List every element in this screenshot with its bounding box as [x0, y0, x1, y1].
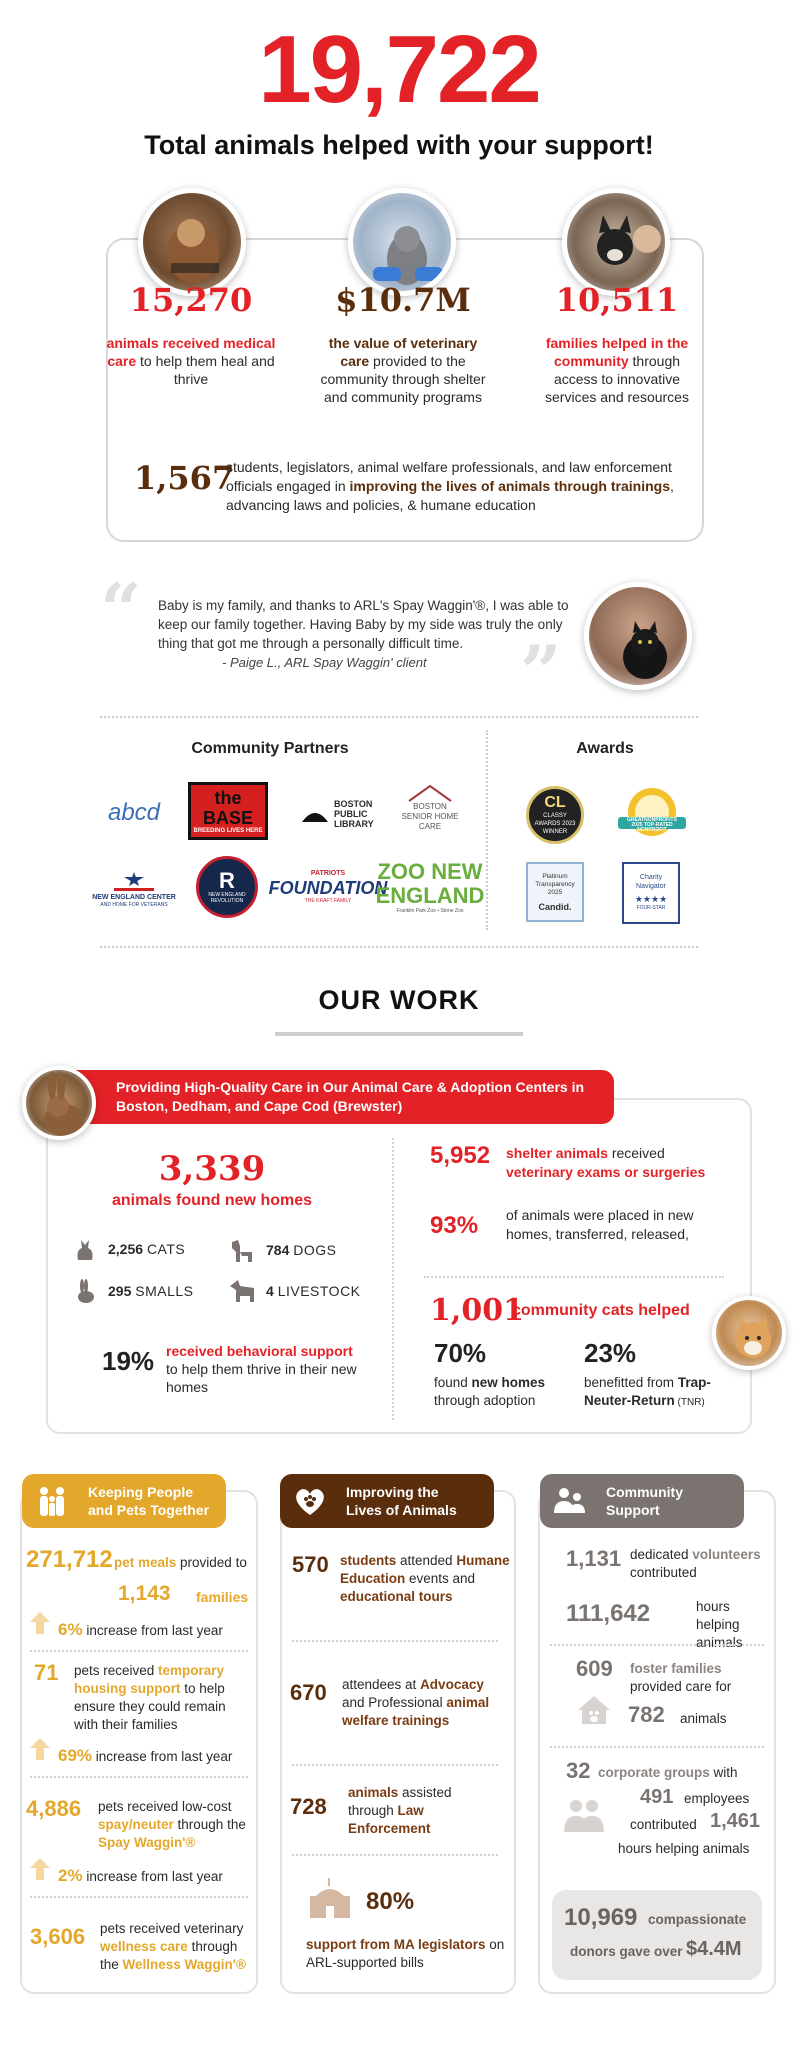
zoo-text: ZOO NEW ENGLAND	[375, 859, 485, 908]
state-house-icon	[306, 1878, 354, 1920]
spay-increase-text: increase from last year	[82, 1869, 223, 1884]
quote-attribution: - Paige L., ARL Spay Waggin' client	[222, 655, 427, 670]
foundation-text: FOUNDATION	[268, 878, 388, 898]
stat-trainings-pre: students, legislators, animal welfare professionals, and law enforcement officials engaged in	[226, 459, 672, 494]
students-highlight3: educational tours	[340, 1589, 453, 1604]
stat-vet-value-number: $10.7M	[335, 281, 471, 319]
the-base-small: BREEDING LIVES HERE	[193, 827, 263, 834]
meals-increase-text: increase from last year	[82, 1623, 223, 1638]
corporate-value: 32	[566, 1758, 591, 1783]
housing-increase-value: 69%	[58, 1746, 93, 1765]
exams-mid: received	[607, 1145, 665, 1161]
platinum-line3: 2025	[547, 889, 563, 896]
stat-trainings-text	[226, 458, 676, 515]
library-icon	[300, 804, 330, 824]
wellness-highlight: wellness care	[100, 1939, 188, 1954]
volunteers-text	[630, 1546, 770, 1582]
divider	[392, 1138, 394, 1420]
exams-highlight2: veterinary exams or surgeries	[506, 1164, 706, 1180]
species-dogs	[228, 1236, 336, 1264]
new-england-revolution-logo	[196, 856, 258, 918]
law-highlight: animals	[348, 1785, 399, 1800]
the-base-logo	[188, 782, 268, 840]
students-mid2: events and	[405, 1571, 476, 1586]
behavioral-text	[166, 1342, 366, 1396]
stat-families-highlight: families helped in the community	[545, 335, 689, 369]
attendees-pre: attendees at	[342, 1677, 421, 1692]
stat-medical-rest: to help them heal and thrive	[136, 353, 275, 387]
spay-text	[98, 1798, 248, 1852]
new-homes-text	[434, 1374, 584, 1410]
species-smalls	[72, 1278, 194, 1304]
families-value: 1,143	[118, 1582, 171, 1605]
housing-pre: pets received	[74, 1663, 159, 1678]
corporate-highlight: corporate groups	[598, 1765, 710, 1780]
tnr-pre: benefitted from	[584, 1375, 678, 1390]
meals-increase	[58, 1620, 223, 1640]
rabbit-photo	[22, 1066, 96, 1140]
exams-value: 5,952	[430, 1142, 491, 1169]
zoo-sub: Franklin Park Zoo • Stone Zoo	[396, 908, 464, 914]
open-quote-icon: “	[100, 567, 142, 652]
hours-text: hours helping animals	[696, 1599, 743, 1650]
foster-rest: provided care for	[630, 1679, 732, 1694]
stat-families-value: 10,511	[555, 281, 679, 319]
boston-senior-text: BOSTON SENIOR HOME CARE	[401, 802, 459, 831]
tnr-text	[584, 1374, 754, 1412]
behavioral-rest: to help them thrive in their new homes	[166, 1361, 357, 1395]
new-homes-pre: found	[434, 1375, 472, 1390]
quote-text: Baby is my family, and thanks to ARL's Spay Waggin'®, I was able to keep our family together. Having Baby by my side was truly the only thing that got me through a personally difficult time.	[158, 598, 569, 651]
stat-vet-value-text	[318, 334, 488, 406]
house-paw-icon	[576, 1694, 612, 1726]
improving-header	[280, 1474, 494, 1528]
behavioral-value: 19%	[102, 1346, 155, 1376]
volunteers-highlight: volunteers	[692, 1547, 761, 1562]
foster-animals-label: animals	[680, 1711, 727, 1726]
patriots-word: PATRIOTS	[310, 870, 346, 877]
candid-platinum-seal	[526, 862, 584, 922]
law-mid: assisted through	[348, 1785, 452, 1818]
up-arrow-icon	[28, 1736, 52, 1762]
housing-rest: to help ensure they could remain with their families	[74, 1681, 226, 1732]
volunteers-pre: dedicated	[630, 1547, 693, 1562]
community-cats-label: community cats helped	[512, 1302, 690, 1319]
new-homes-rest: through adoption	[434, 1393, 536, 1408]
great-nonprofits-badge	[618, 784, 686, 844]
corporate-text	[598, 1764, 738, 1782]
volunteers-value: 1,131	[566, 1546, 622, 1571]
foster-text	[630, 1660, 770, 1696]
divider	[486, 730, 488, 930]
platinum-line2: Transparency	[535, 881, 575, 888]
meals-rest: provided to	[176, 1555, 247, 1570]
patriots-foundation-logo	[268, 862, 388, 912]
wellness-highlight2: Wellness Waggin'®	[122, 1957, 246, 1972]
dogs-value: 784	[266, 1242, 290, 1258]
dogs-label: DOGS	[293, 1242, 337, 1258]
new-homes-value: 70%	[434, 1338, 487, 1368]
community-people-icon	[552, 1483, 588, 1519]
exams-highlight1: shelter animals	[506, 1145, 608, 1161]
law-value: 728	[290, 1794, 327, 1819]
legislators-rest: on ARL-supported bills	[306, 1937, 505, 1970]
employees-value: 491	[640, 1786, 674, 1808]
smalls-value: 295	[108, 1283, 132, 1299]
classy-award-badge	[526, 786, 584, 844]
students-value: 570	[292, 1552, 329, 1577]
partners-title: Community Partners	[191, 740, 349, 757]
charity-navigator-badge	[622, 862, 680, 924]
patriots-sub: THE KRAFT FAMILY	[304, 898, 352, 904]
stat-trainings-rest: , advancing laws and policies, & humane education	[226, 478, 674, 513]
hours-value: 111,642	[566, 1600, 651, 1627]
our-work-title: OUR WORK	[318, 985, 480, 1015]
the-base-text: the BASE	[202, 787, 253, 828]
awards-title: Awards	[576, 740, 634, 757]
housing-highlight: temporary housing support	[74, 1663, 225, 1696]
spay-value: 4,886	[26, 1796, 82, 1821]
spay-mid: through the	[173, 1817, 246, 1832]
legislators-highlight: support from MA legislators	[306, 1937, 486, 1952]
abcd-logo: abcd	[107, 799, 161, 826]
students-highlight2: Humane Education	[340, 1553, 510, 1586]
law-text	[348, 1784, 498, 1838]
horse-icon	[228, 1278, 258, 1304]
tnr-value: 23%	[584, 1338, 637, 1368]
species-grid	[72, 1236, 361, 1316]
corporate-rest: with	[709, 1765, 738, 1780]
stat-vet-highlight: the value of veterinary care	[328, 335, 478, 369]
cats-value: 2,256	[108, 1241, 144, 1257]
community-cat-photo	[712, 1296, 786, 1370]
stat-vet-rest: provided to the community through shelter and community programs	[320, 353, 486, 405]
new-england-center-text: NEW ENGLAND CENTER	[92, 893, 176, 901]
heart-paw-icon	[292, 1483, 328, 1519]
group-people-icon	[562, 1796, 606, 1836]
smalls-label: SMALLS	[135, 1283, 194, 1299]
spay-pre: pets received low-cost	[98, 1799, 232, 1814]
housing-increase	[58, 1746, 232, 1766]
housing-value: 71	[34, 1660, 59, 1685]
star-icon	[114, 871, 154, 893]
placed-value: 93%	[430, 1212, 479, 1239]
spay-increase	[58, 1866, 223, 1886]
boston-public-library-logo	[296, 792, 396, 836]
wellness-value: 3,606	[30, 1924, 86, 1949]
keeping-header	[22, 1474, 226, 1528]
navigator-line1: Charity	[639, 874, 663, 881]
revolution-letter: R	[219, 868, 235, 893]
donors-text1: compassionate	[648, 1912, 747, 1927]
revolution-text: NEW ENGLAND REVOLUTION	[208, 892, 246, 904]
hero-subtitle: Total animals helped with your support!	[144, 130, 654, 160]
navigator-rating: FOUR-STAR	[636, 905, 666, 911]
donors-amount: $4.4M	[686, 1938, 742, 1960]
up-arrow-icon	[28, 1610, 52, 1636]
award-ribbon-icon	[618, 784, 686, 844]
livestock-value: 4	[266, 1283, 274, 1299]
divider	[292, 1854, 498, 1856]
spay-increase-value: 2%	[58, 1866, 83, 1885]
divider	[30, 1650, 248, 1652]
family-icon	[34, 1483, 70, 1519]
navigator-line2: Navigator	[636, 883, 666, 890]
stat-trainings-highlight: improving the lives of animals through trainings	[349, 478, 670, 494]
donors-value: 10,969	[564, 1904, 638, 1931]
wellness-pre: pets received veterinary	[100, 1921, 244, 1936]
new-homes-highlight: new homes	[471, 1375, 546, 1390]
species-cats	[72, 1236, 185, 1262]
legislators-value: 80%	[366, 1888, 415, 1915]
law-highlight2: Law Enforcement	[348, 1803, 431, 1836]
families-label: families	[196, 1589, 249, 1605]
divider	[292, 1640, 498, 1642]
cats-label: CATS	[146, 1241, 186, 1257]
divider	[424, 1276, 724, 1278]
close-quote-icon: ”	[520, 629, 562, 714]
housing-text	[74, 1662, 246, 1734]
behavioral-highlight: received behavioral support	[166, 1343, 353, 1359]
community-title: Community Support	[606, 1484, 683, 1518]
four-star-icon: ★★★★	[634, 894, 668, 904]
improving-title: Improving the Lives of Animals	[346, 1484, 457, 1518]
new-england-center-sub: AND HOME FOR VETERANS	[100, 901, 168, 908]
meals-label: pet meals	[114, 1555, 177, 1570]
dog-icon	[228, 1236, 256, 1264]
volunteers-rest: contributed	[630, 1565, 697, 1580]
foster-value: 609	[576, 1656, 613, 1681]
students-mid: attended	[396, 1553, 457, 1568]
attendees-text	[342, 1676, 502, 1730]
classy-text: CLASSY AWARDS 2023 WINNER	[534, 813, 576, 835]
boston-public-library-text: BOSTON PUBLIC LIBRARY	[334, 799, 374, 829]
up-arrow-icon	[28, 1856, 52, 1882]
attendees-mid: and Professional	[342, 1695, 447, 1710]
classy-mark: CL	[544, 794, 566, 811]
divider	[100, 716, 698, 718]
divider	[30, 1776, 248, 1778]
care-centers-banner: Providing High-Quality Care in Our Animal Care & Adoption Centers in Boston, Dedham, and Cape Cod (Brewster)	[60, 1070, 614, 1124]
spay-highlight2: Spay Waggin'®	[98, 1835, 196, 1850]
divider	[30, 1896, 248, 1898]
stat-medical-highlight: animals received medical care	[106, 335, 276, 369]
housing-increase-text: increase from last year	[92, 1749, 233, 1764]
donors-text2: donors gave over	[570, 1944, 683, 1959]
rabbit-icon	[72, 1278, 98, 1304]
homes-value: 3,339	[158, 1149, 266, 1189]
tnr-highlight: Trap-Neuter-Return	[584, 1375, 711, 1408]
meals-value: 271,712	[26, 1546, 113, 1573]
house-roof-icon	[407, 784, 453, 802]
divider	[100, 946, 698, 948]
wellness-mid: through the	[100, 1939, 238, 1972]
corporate-hours-value: 1,461	[710, 1810, 761, 1832]
stat-medical-text	[106, 334, 276, 388]
hero-number: 19,722	[258, 16, 540, 123]
stat-trainings-value: 1,567	[134, 459, 235, 497]
client-cat-photo	[584, 582, 692, 690]
stat-vet-value	[318, 280, 488, 406]
students-highlight: students	[340, 1553, 397, 1568]
stat-families	[532, 280, 702, 406]
community-header	[540, 1474, 744, 1528]
placed-text: of animals were placed in new homes, transferred, released,	[506, 1207, 694, 1242]
boston-senior-home-care-logo	[398, 780, 462, 836]
stat-families-rest: through access to innovative services and resources	[545, 353, 689, 405]
divider	[292, 1764, 498, 1766]
livestock-label: LIVESTOCK	[277, 1283, 361, 1299]
community-cats-value: 1,001	[430, 1293, 524, 1328]
stat-medical	[106, 280, 276, 388]
attendees-highlight: Advocacy	[420, 1677, 484, 1692]
foster-highlight: foster families	[630, 1661, 722, 1676]
exams-text	[506, 1144, 706, 1182]
platinum-line1: Platinum	[542, 873, 568, 880]
attendees-value: 670	[290, 1680, 327, 1705]
employees-label: employees	[684, 1791, 750, 1806]
candid-brand: Candid.	[538, 902, 572, 912]
zoo-new-england-logo	[375, 859, 485, 914]
meals-text	[114, 1554, 247, 1572]
attendees-highlight2: animal welfare trainings	[342, 1695, 490, 1728]
great-nonprofits-text: GREATNONPROFITS 2025 TOP-RATED NONPROFIT	[627, 817, 677, 833]
tnr-rest: (TNR)	[674, 1397, 705, 1408]
stat-families-text	[532, 334, 702, 406]
our-work-underline	[275, 1032, 523, 1036]
stat-medical-value: 15,270	[129, 281, 253, 319]
divider	[550, 1746, 764, 1748]
wellness-text	[100, 1920, 250, 1974]
divider	[550, 1644, 764, 1646]
legislators-text	[306, 1936, 506, 1972]
cat-icon	[72, 1236, 98, 1262]
foster-animals-value: 782	[628, 1702, 665, 1727]
corporate-contributed: contributed	[630, 1817, 697, 1832]
meals-increase-value: 6%	[58, 1620, 83, 1639]
spay-highlight: spay/neuter	[98, 1817, 174, 1832]
students-text	[340, 1552, 510, 1606]
donors-box	[552, 1890, 762, 1980]
keeping-title: Keeping People and Pets Together	[88, 1484, 210, 1518]
corporate-hours-label: hours helping animals	[618, 1841, 750, 1856]
homes-label: animals found new homes	[111, 1192, 313, 1209]
species-livestock	[228, 1278, 361, 1304]
new-england-center-logo	[86, 866, 182, 912]
